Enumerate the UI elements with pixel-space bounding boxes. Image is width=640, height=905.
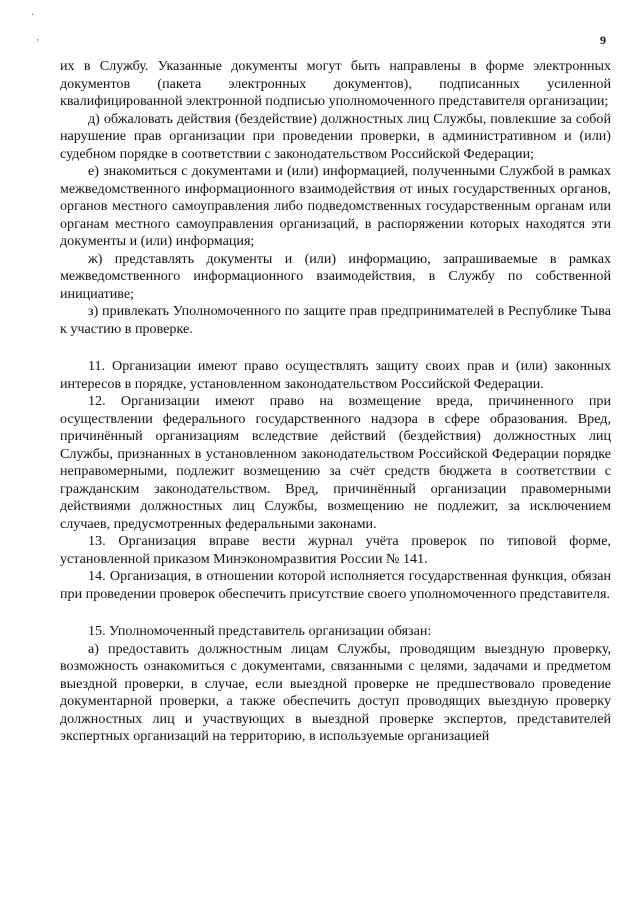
document-body [60, 58, 611, 746]
paragraph-e: е) знакомиться с документами и (или) информацией, полученными Службой в рамках межведомственного информационного взаимодействия от иных государственных органов, органов местного самоуправления либо подведомственных государственным органам или органам местного самоуправления организаций, в распоряжении которых находятся эти документы и (или) информация; [60, 163, 611, 249]
paragraph-14: 14. Организация, в отношении которой исполняется государственная функция, обязан при проведении проверок обеспечить присутствие своего уполномоченного представителя. [60, 568, 611, 602]
paragraph-z: з) привлекать Уполномоченного по защите прав предпринимателей в Республике Тыва к участию в проверке. [60, 303, 611, 337]
paragraph-d: д) обжаловать действия (бездействие) должностных лиц Службы, повлекшие за собой нарушение прав организации при проведении проверки, в административном и (или) судебном порядке в соответствии с законодательством Российской Федерации; [60, 110, 611, 162]
paragraph-12: 12. Организации имеют право на возмещение вреда, причиненного при осуществлении федерального государственного надзора в сфере образования. Вред, причинённый организациям вследствие действий (бездействия) должностных лиц Службы, признанных в установленном законодательством Российской Федерации порядке неправомерными, подлежит возмещению за счёт средств бюджета в соответствии с гражданским законодательством. Вред, причинённый организации правомерными действиями должностных лиц Службы, возмещению не подлежит, за исключением случаев, предусмотренных федеральными законами. [60, 393, 611, 532]
scan-mark-side: ' [37, 38, 39, 49]
paragraph-11: 11. Организации имеют право осуществлять защиту своих прав и (или) законных интересов в порядке, установленном законодательством Российской Федерации. [60, 358, 611, 392]
paragraph-continuation: их в Службу. Указанные документы могут быть направлены в форме электронных документов (пакета электронных документов), подписанных усиленной квалифицированной электронной подписью уполномоченного представителя организации; [60, 58, 611, 109]
page-number: 9 [600, 33, 606, 47]
paragraph-15: 15. Уполномоченный представитель организации обязан: [88, 623, 432, 639]
paragraph-13: 13. Организация вправе вести журнал учёта проверок по типовой форме, установленной приказом Минэкономразвития России № 141. [60, 533, 611, 567]
paragraph-15a: а) предоставить должностным лицам Службы, проводящим выездную проверку, возможность ознакомиться с документами, связанными с целями, задачами и предметом выездной проверки, в случае, если выездной проверке не предшествовало проведение документарной проверки, а также обеспечить доступ проводящих выездную проверку должностных лиц и участвующих в выездной проверке экспертов, представителей экспертных организаций на территорию, в используемые организацией [60, 640, 611, 744]
paragraph-zh: ж) представлять документы и (или) информацию, запрашиваемые в рамках межведомственного информационного взаимодействия, в Службу по собственной инициативе; [60, 250, 611, 302]
scan-mark: · [31, 10, 35, 21]
